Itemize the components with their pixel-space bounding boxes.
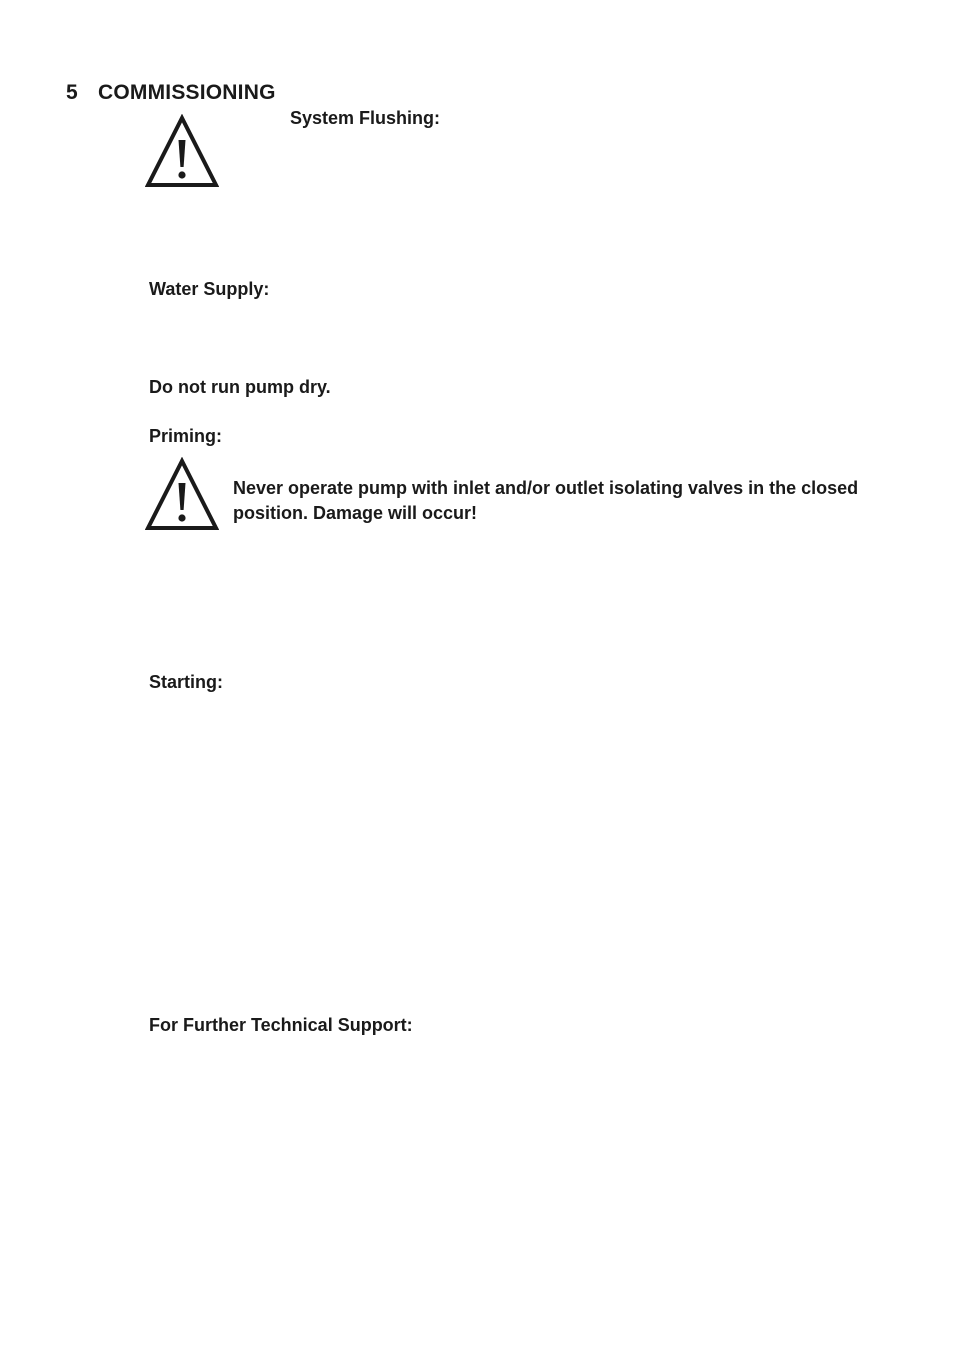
heading-starting: Starting:	[149, 672, 223, 692]
heading-technical-support: For Further Technical Support:	[149, 1015, 413, 1035]
warning-valves-text: Never operate pump with inlet and/or outlet isolating valves in the closed position. Damage will occur!	[233, 478, 859, 523]
warning-triangle-icon	[145, 114, 219, 188]
heading-water-supply: Water Supply:	[149, 279, 270, 299]
heading-priming: Priming:	[149, 426, 223, 446]
warning-triangle-icon	[145, 457, 219, 531]
heading-dry-run-notice: Do not run pump dry.	[149, 377, 331, 397]
heading-system-flushing: System Flushing:	[290, 108, 441, 128]
section-title: COMMISSIONING	[98, 81, 276, 104]
section-number: 5	[66, 81, 78, 104]
